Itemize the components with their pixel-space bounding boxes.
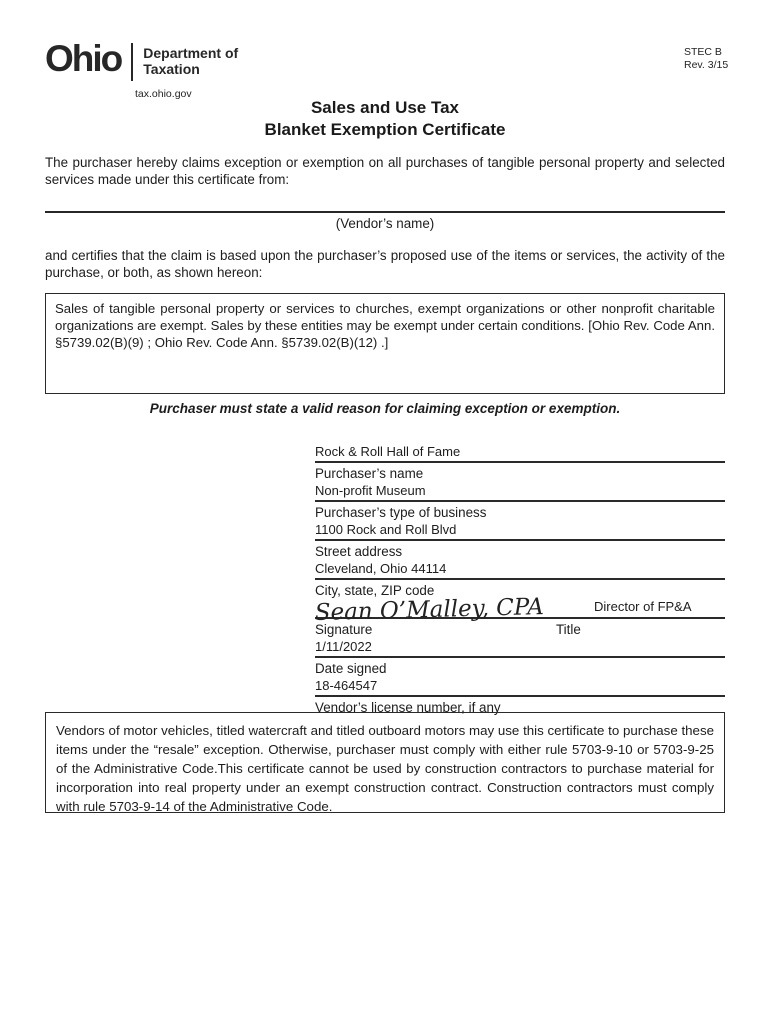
city-state-zip-label: City, state, ZIP code — [315, 583, 435, 598]
form-revision: Rev. 3/15 — [684, 58, 729, 71]
vendor-name-label: (Vendor’s name) — [335, 216, 435, 231]
form-code-block — [684, 46, 728, 71]
form-title-line1: Sales and Use Tax — [310, 98, 460, 117]
form-title — [0, 97, 770, 140]
vendor-license-label: Vendor’s license number, if any — [315, 700, 501, 715]
date-signed-label: Date signed — [315, 661, 387, 676]
date-signed-row — [315, 639, 725, 678]
purchaser-name-row — [315, 444, 725, 483]
vendor-name-input[interactable] — [45, 211, 725, 213]
purchaser-name-field[interactable]: Rock & Roll Hall of Fame — [315, 444, 725, 463]
city-state-zip-field[interactable]: Cleveland, Ohio 44114 — [315, 561, 725, 580]
purchaser-name-label: Purchaser’s name — [315, 466, 424, 481]
signature-row — [314, 594, 725, 639]
intro-paragraph: The purchaser hereby claims exception or exemption on all purchases of tangible personal property and selected services made under this certificate from: — [45, 155, 725, 187]
street-address-row — [315, 522, 725, 561]
signature-label: Signature — [315, 622, 373, 637]
tax-website-text: tax.ohio.gov — [135, 88, 192, 100]
form-code: STEC B — [684, 46, 722, 58]
title-label: Title — [556, 622, 581, 637]
vendor-rules-box: Vendors of motor vehicles, titled watercraft and titled outboard motors may use this certificate to purchase these items under the “resale” exception. Otherwise, purchaser must comply with either rule 5703-9-10 or 5703-9-25 of the Administrative Code.This certificate cannot be used by construction contractors to purchase material for incorporation into real property under an exempt construction contract. Construction contractors must comply with rule 5703-9-14 of the Administrative Code. — [45, 712, 725, 813]
reason-instruction: Purchaser must state a valid reason for claiming exception or exemption. — [149, 401, 621, 416]
department-line2: Taxation — [143, 61, 200, 77]
purchaser-fields — [315, 444, 725, 717]
business-type-label: Purchaser’s type of business — [315, 505, 487, 520]
form-title-line2: Blanket Exemption Certificate — [264, 119, 506, 139]
business-type-field[interactable]: Non-profit Museum — [315, 483, 725, 502]
logo-divider — [131, 43, 133, 81]
street-address-field[interactable]: 1100 Rock and Roll Blvd — [315, 522, 725, 541]
ohio-taxation-logo — [45, 40, 238, 100]
signature-line — [314, 594, 725, 626]
vendor-license-field[interactable]: 18-464547 — [315, 678, 725, 697]
exemption-reason-textarea[interactable]: Sales of tangible personal property or services to churches, exempt organizations or other nonprofit charitable organizations are exempt. Sales by these entities may be exempt under certain conditions. [Ohio Rev. Code Ann. §5739.02(B)(9) ; Ohio Rev. Code Ann. §5739.02(B)(12) .] — [45, 293, 725, 394]
title-field[interactable]: Director of FP&A — [594, 599, 692, 614]
department-line1: Department of — [143, 45, 239, 61]
date-signed-field[interactable]: 1/11/2022 — [315, 639, 725, 658]
ohio-logo-wordmark: Ohio — [45, 38, 122, 79]
street-address-label: Street address — [315, 544, 403, 559]
signature-labels — [315, 619, 725, 639]
business-type-row — [315, 483, 725, 522]
certifies-paragraph: and certifies that the claim is based upon the purchaser’s proposed use of the items or services, the activity of the purchase, or both, as shown hereon: — [45, 248, 725, 280]
signature-field[interactable]: Sean O’Malley, CPA — [314, 594, 545, 626]
department-name — [143, 40, 238, 77]
